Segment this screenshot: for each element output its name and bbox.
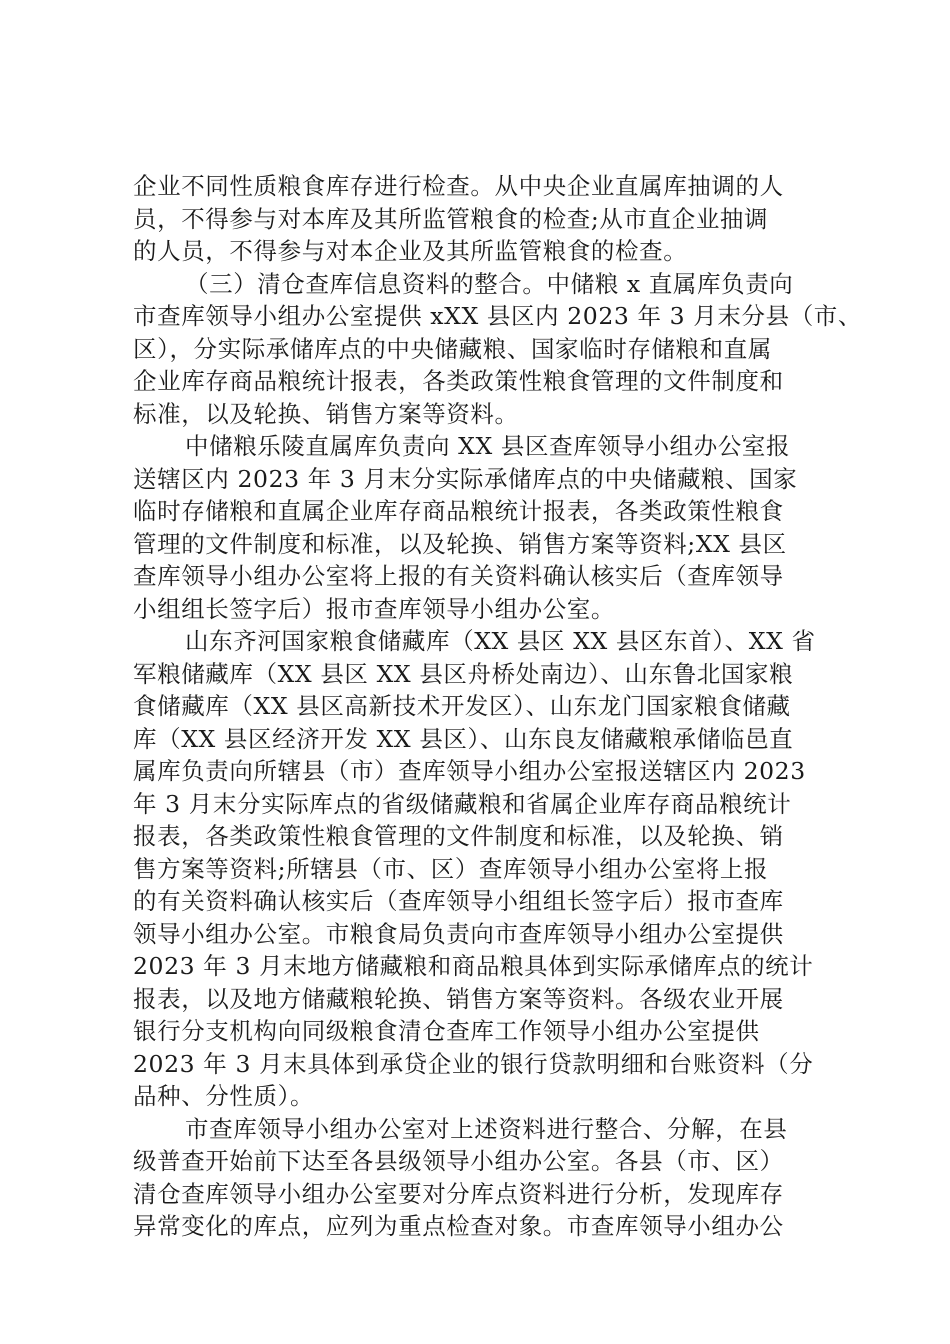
text-line: 市查库领导小组办公室对上述资料进行整合、分解，在县 xyxy=(185,1114,788,1143)
text-line: 异常变化的库点，应列为重点检查对象。市查库领导小组办公 xyxy=(133,1212,784,1240)
text-line: 送辖区内 2023 年 3 月末分实际承储库点的中央储藏粮、国家 xyxy=(133,464,798,493)
paragraph-leling-depot xyxy=(133,430,830,625)
text-line: 领导小组办公室。市粮食局负责向市查库领导小组办公室提供 xyxy=(133,919,784,948)
text-line: 报表，各类政策性粮食管理的文件制度和标准，以及轮换、销 xyxy=(133,822,784,850)
paragraph-section-three xyxy=(133,268,862,431)
text-line: 企业不同性质粮食库存进行检查。从中央企业直属库抽调的人 xyxy=(133,172,784,200)
text-line: 级普查开始前下达至各县级领导小组办公室。各县（市、区） xyxy=(133,1147,784,1175)
text-line: 2023 年 3 月末地方储藏粮和商品粮具体到实际承储库点的统计 xyxy=(133,952,814,980)
paragraph-shandong-depots xyxy=(133,625,830,1113)
text-line: 库（XX 县区经济开发 XX 县区）、山东良友储藏粮承储临邑直 xyxy=(133,724,794,753)
paragraph-continuation xyxy=(133,170,830,268)
text-line: 管理的文件制度和标准，以及轮换、销售方案等资料;XX 县区 xyxy=(133,529,787,558)
text-line: 清仓查库领导小组办公室要对分库点资料进行分析，发现库存 xyxy=(133,1179,784,1208)
text-line: 年 3 月末分实际库点的省级储藏粮和省属企业库存商品粮统计 xyxy=(133,789,792,818)
text-line: 2023 年 3 月末具体到承贷企业的银行贷款明细和台账资料（分 xyxy=(133,1049,814,1078)
text-line: 的人员，不得参与对本企业及其所监管粮食的检查。 xyxy=(133,237,688,265)
text-line: 报表，以及地方储藏粮轮换、销售方案等资料。各级农业开展 xyxy=(133,984,784,1013)
text-line: 食储藏库（XX 县区高新技术开发区）、山东龙门国家粮食储藏 xyxy=(133,692,791,720)
text-line: 查库领导小组办公室将上报的有关资料确认核实后（查库领导 xyxy=(133,562,784,590)
text-line: 小组组长签字后）报市查库领导小组办公室。 xyxy=(133,594,615,623)
text-line: 企业库存商品粮统计报表，各类政策性粮食管理的文件制度和 xyxy=(133,367,784,395)
text-line: 属库负责向所辖县（市）查库领导小组办公室报送辖区内 2023 xyxy=(133,757,806,785)
text-line: 品种、分性质）。 xyxy=(133,1082,315,1110)
text-line: 临时存储粮和直属企业库存商品粮统计报表，各类政策性粮食 xyxy=(133,497,784,525)
text-line: 员，不得参与对本库及其所监管粮食的检查;从市直企业抽调 xyxy=(133,204,769,233)
text-line: 山东齐河国家粮食储藏库（XX 县区 XX 县区东首）、XX 省 xyxy=(185,627,816,655)
text-line: 市查库领导小组办公室提供 xXX 县区内 2023 年 3 月末分县（市、 xyxy=(133,302,862,330)
document-body xyxy=(133,170,862,1243)
text-line: 的有关资料确认核实后（查库领导小组组长签字后）报市查库 xyxy=(133,887,784,915)
text-line: 银行分支机构向同级粮食清仓查库工作领导小组办公室提供 xyxy=(133,1017,760,1045)
text-line: 区），分实际承储库点的中央储藏粮、国家临时存储粮和直属 xyxy=(133,334,772,363)
text-line: 军粮储藏库（XX 县区 XX 县区舟桥处南边）、山东鲁北国家粮 xyxy=(133,659,794,688)
text-line: 标准，以及轮换、销售方案等资料。 xyxy=(133,399,519,428)
text-line: （三）清仓查库信息资料的整合。中储粮 x 直属库负责向 xyxy=(185,269,794,298)
text-line: 售方案等资料;所辖县（市、区）查库领导小组办公室将上报 xyxy=(133,854,769,883)
text-line: 中储粮乐陵直属库负责向 XX 县区查库领导小组办公室报 xyxy=(185,432,791,460)
paragraph-city-office xyxy=(133,1113,830,1243)
